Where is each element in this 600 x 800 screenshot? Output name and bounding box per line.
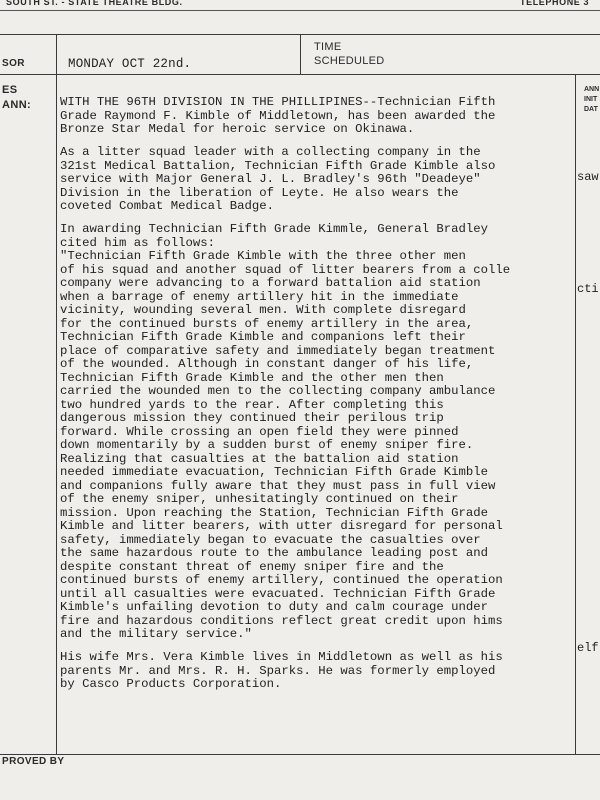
release-paragraph-service: As a litter squad leader with a collecting company in the 321st Medical Battalion, Technician Fifth Grade Kimble also service with Major General J. L. Bradley's 96th "Deadeye" Division in the liberation of Leyte. He also wears the coveted Combat Medical Badge. xyxy=(60,145,496,213)
approved-by-label: PROVED BY xyxy=(2,756,65,767)
sponsor-label: SOR xyxy=(2,58,25,69)
form-bottom-rule xyxy=(0,754,600,755)
letterhead-address: SOUTH ST. - STATE THEATRE BLDG. xyxy=(6,0,183,7)
news-release-body xyxy=(60,96,570,701)
right-label-init: INIT xyxy=(584,96,598,103)
left-label-ann: ANN: xyxy=(2,99,32,111)
time-label: TIME xyxy=(314,41,342,53)
right-column-rule xyxy=(575,74,576,754)
release-paragraph-family: His wife Mrs. Vera Kimble lives in Middletown as well as his parents Mr. and Mrs. R. H. Sparks. He was formerly employed by Casco Products Corporation. xyxy=(60,650,503,691)
right-label-dat: DAT xyxy=(584,106,598,113)
form-row-rule xyxy=(0,74,600,75)
letterhead-telephone: TELEPHONE 3 xyxy=(520,0,590,7)
time-column-rule xyxy=(300,34,301,74)
margin-overflow-cti: cti xyxy=(577,282,599,296)
release-paragraph-lead: WITH THE 96TH DIVISION IN THE PHILLIPINES--Technician Fifth Grade Raymond F. Kimble of Middletown, has been awarded the Bronze Star Medal for heroic service on Okinawa. xyxy=(60,95,496,136)
left-label-es: ES xyxy=(2,84,18,96)
margin-overflow-elf: elf xyxy=(577,641,599,655)
right-label-ann: ANN xyxy=(584,86,600,93)
award-citation: "Technician Fifth Grade Kimble with the three other men of his squad and another squad of litter bearers from a colle company were advancing to a forward battalion aid station when a barrage of enemy artillery hit in the immediate vicinity, wounding several men. With complete disregard for the continued bursts of enemy artillery in the area, Technician Fifth Grade Kimble and companions left their place of comparative safety and immediately began treatment of the wounded. Although in constant danger of his life, Technician Fifth Grade Kimble and the other men then carried the wounded men to the collecting company ambulance two hundred yards to the rear. After completing this dangerous mission they continued their perilous trip forward. While crossing an open field they were pinned down momentarily by a sudden burst of enemy sniper fire. Realizing that casualties at the battalion aid station needed immediate evacuation, Technician Fifth Grade Kimble and companions fully aware that they must pass in full view of the enemy sniper, unhesitatingly continued on their mission. Upon reaching the Station, Technician Fifth Grade Kimble and litter bearers, with utter disregard for personal safety, immediately began to evacuate the casualties over the same hazardous route to the ambulance leading post and despite constant threat of enemy sniper fire and the continued bursts of enemy artillery, continued the operation until all casualties were evacuated. Technician Fifth Grade Kimble's unfailing devotion to duty and calm courage under fire and hazardous conditions reflect great credit upon hims and the military service." xyxy=(60,249,511,641)
left-column-rule xyxy=(56,34,57,754)
release-date: MONDAY OCT 22nd. xyxy=(68,57,192,71)
scheduled-label: SCHEDULED xyxy=(314,55,385,67)
margin-overflow-saw: saw xyxy=(577,170,599,184)
header-rule xyxy=(0,10,600,11)
release-paragraph-award-intro: In awarding Technician Fifth Grade Kimmle, General Bradley cited him as follows: xyxy=(60,222,489,250)
